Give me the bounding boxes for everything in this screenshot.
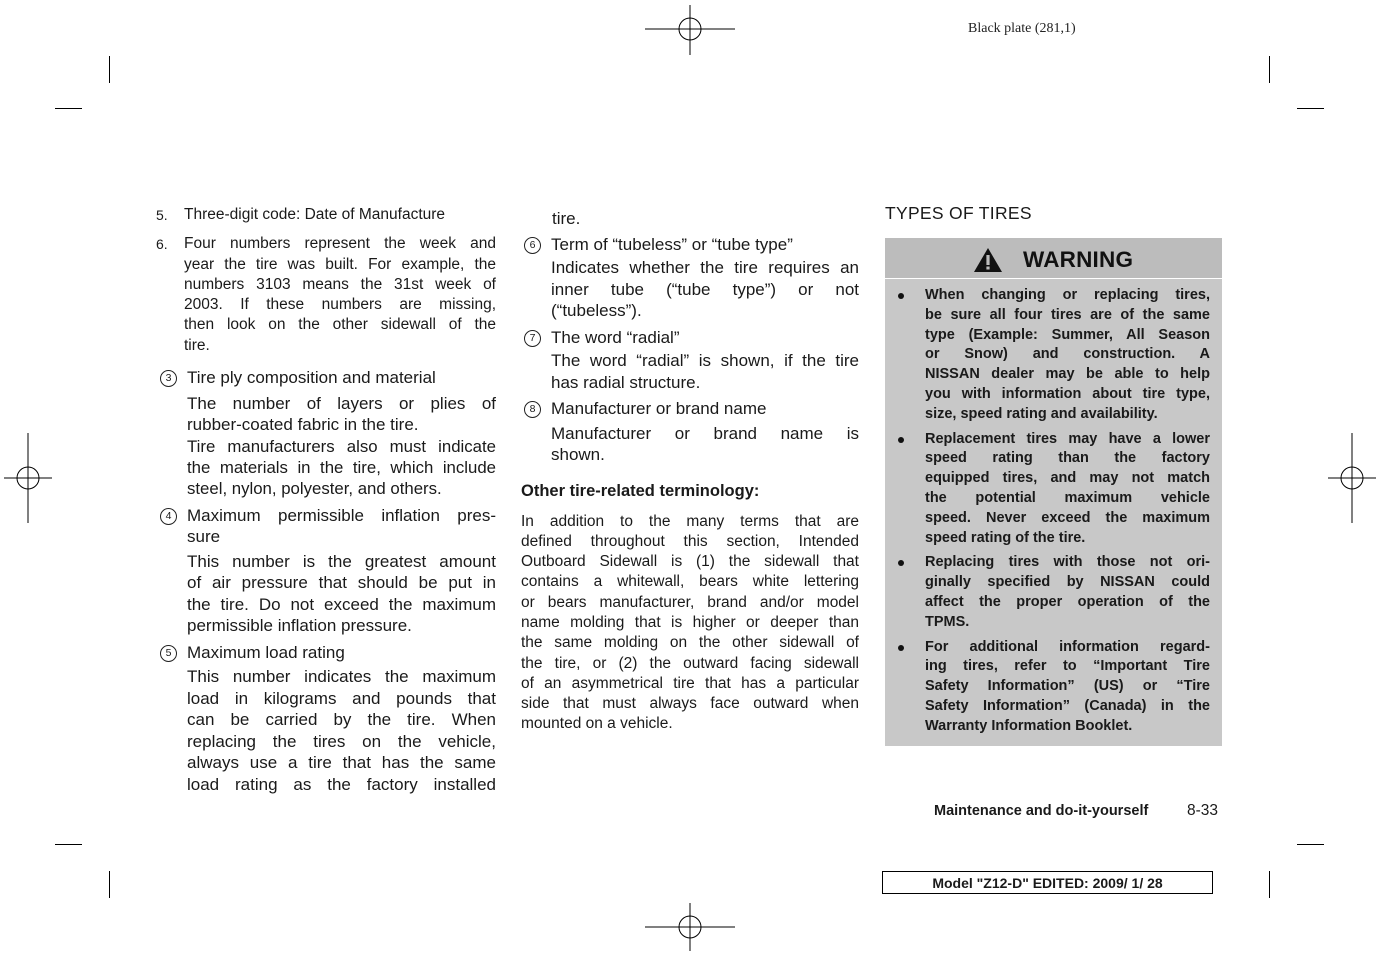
text-line: rubber-coated fabric in the tire. (187, 415, 419, 435)
text-line: In addition to the many terms that are (521, 512, 859, 530)
text-line: numbers 3103 means the 31st week of (184, 275, 496, 293)
text-line: speed rating of the tire. (925, 529, 1086, 546)
text-line: Replacement tires may have a lower (925, 430, 1210, 447)
text-line: Replacing tires with those not ori- (925, 554, 1210, 571)
text-line: be sure all four tires are of the same (925, 306, 1210, 323)
registration-mark-left (4, 433, 52, 523)
section-title: TYPES OF TIRES (885, 203, 1032, 223)
plate-label: Black plate (281,1) (968, 21, 1076, 36)
text-line: equipped tires, and may not match (925, 470, 1210, 487)
warning-bullets (895, 286, 1210, 742)
registration-mark-bottom (645, 903, 735, 951)
terminology-heading: Other tire-related terminology: (521, 481, 760, 500)
circled-number-6: 6 (524, 237, 541, 254)
text-line: the same molding on the other sidewall of (521, 634, 859, 652)
text-line: type (Example: Summer, All Season (925, 326, 1210, 343)
text-line: load rating as the factory installed (187, 774, 496, 794)
text-line: Four numbers represent the week and (184, 235, 496, 253)
bullet-dot (898, 293, 904, 299)
text-line: Warranty Information Booklet. (925, 717, 1133, 734)
item-title: Manufacturer or brand name (551, 399, 767, 418)
column-middle (521, 208, 859, 735)
bullet-dot (898, 645, 904, 651)
bullet-dot (898, 560, 904, 566)
text-line: the potential maximum vehicle (925, 489, 1210, 506)
text-line: tire. (184, 336, 210, 354)
circled-number-8: 8 (524, 401, 541, 418)
circled-number-3: 3 (160, 370, 177, 387)
warning-header (885, 238, 1222, 279)
footer-section-name: Maintenance and do-it-yourself (934, 803, 1149, 819)
text-line: of air pressure that should be put in (187, 573, 496, 593)
text-line: has radial structure. (551, 372, 701, 392)
list-number: 6. (156, 236, 168, 253)
text-line: then look on the other sidewall of the (184, 316, 496, 334)
text-line: This number is the greatest amount (187, 551, 496, 571)
text-line: ing tires, refer to “Important Tire (925, 658, 1210, 675)
item-title: Tire ply composition and material (187, 368, 436, 388)
text-line: of an asymmetrical tire that has a particular (521, 674, 859, 692)
text-line: or bears manufacturer, brand and/or model (521, 593, 859, 611)
text-line: or Snow) and construction. A (925, 346, 1210, 363)
list-number: 5. (156, 207, 168, 223)
circled-number-4: 4 (160, 508, 177, 525)
text-line: year the tire was built. For example, the (184, 255, 496, 273)
text-line: size, speed rating and availability. (925, 405, 1158, 422)
circled-item-4 (156, 505, 496, 637)
warning-bullet-3 (895, 553, 1210, 632)
text-line: steel, nylon, polyester, and others. (187, 478, 442, 498)
text-line: contains a whitewall, bears white lettering (521, 573, 859, 591)
text-line: side that must always face outward when (521, 695, 859, 713)
warning-bullet-4 (895, 638, 1210, 737)
text-line: TPMS. (925, 613, 970, 630)
item-title: Term of “tubeless” or “tube type” (551, 234, 793, 254)
text-line: speed rating than the factory (925, 450, 1210, 467)
list-text: Three-digit code: Date of Manufacture (184, 206, 446, 223)
text-line: shown. (551, 445, 605, 464)
model-edit-box: Model "Z12-D" EDITED: 2009/ 1/ 28 (882, 871, 1213, 894)
column-left (156, 205, 496, 795)
continued-text: tire. (552, 209, 581, 228)
bullet-dot (898, 437, 904, 443)
text-line: 2003. If these numbers are missing, (184, 296, 496, 314)
text-line: Safety Information” (US) or “Tire (925, 678, 1210, 695)
circled-number-7: 7 (524, 330, 541, 347)
text-line: Safety Information” (Canada) in the (925, 697, 1210, 714)
column-right (885, 203, 1222, 224)
circled-item-7 (521, 327, 859, 394)
footer-page-number: 8-33 (1187, 802, 1219, 819)
text-line: load in kilograms and pounds that (187, 688, 496, 708)
circled-item-8 (521, 398, 859, 466)
text-line: always use a tire that has the same (187, 753, 496, 773)
text-line: name molding that is higher or deeper than (521, 613, 859, 631)
warning-box (885, 238, 1222, 746)
text-line: you with information about tire type, (925, 385, 1210, 402)
text-line: This number indicates the maximum (187, 667, 496, 687)
text-line: Manufacturer or brand name is (551, 423, 859, 443)
item-title: Maximum load rating (187, 642, 345, 662)
text-line: Indicates whether the tire requires an (551, 258, 859, 277)
text-line: When changing or replacing tires, (925, 287, 1210, 303)
warning-triangle-icon (973, 247, 1003, 273)
warning-bullet-1 (895, 286, 1210, 425)
list-item-6 (156, 234, 496, 356)
text-line: ginally specified by NISSAN could (925, 574, 1210, 591)
text-line: the tire. Do not exceed the maximum (187, 594, 496, 614)
text-line: the materials in the tire, which include (187, 457, 496, 477)
circled-item-5 (156, 642, 496, 796)
list-item-5 (156, 205, 496, 225)
circled-item-3 (156, 367, 496, 499)
circled-item-6 (521, 234, 859, 322)
circled-number-5: 5 (160, 645, 177, 662)
registration-mark-top (645, 5, 735, 55)
text-line: The number of layers or plies of (187, 393, 496, 413)
text-line: permissible inflation pressure. (187, 616, 412, 636)
text-line: Tire manufacturers also must indicate (187, 436, 496, 456)
warning-bullet-2 (895, 430, 1210, 549)
text-line: NISSAN dealer may be able to help (925, 366, 1210, 383)
text-line: affect the proper operation of the (925, 593, 1210, 610)
item-title: Maximum permissible inflation pres- (187, 505, 496, 525)
text-line: (“tubeless”). (551, 301, 642, 320)
text-line: mounted on a vehicle. (521, 715, 673, 733)
warning-title: WARNING (1023, 247, 1134, 272)
text-line: The word “radial” is shown, if the tire (551, 351, 859, 370)
item-title: The word “radial” (551, 327, 680, 347)
text-line: replacing the tires on the vehicle, (187, 731, 496, 751)
terminology-paragraph (521, 512, 859, 735)
text-line: Outboard Sidewall is (1) the sidewall that (521, 553, 859, 571)
registration-mark-right (1328, 433, 1376, 523)
text-line: speed. Never exceed the maximum (925, 509, 1210, 526)
text-line: can be carried by the tire. When (187, 710, 496, 730)
text-line: the tire, or (2) the outward facing sidewall (521, 654, 859, 672)
text-line: defined throughout this section, Intended (521, 532, 859, 550)
text-line: inner tube (“tube type”) or not (551, 279, 859, 299)
item-title: sure (187, 527, 221, 547)
text-line: For additional information regard- (925, 638, 1210, 655)
